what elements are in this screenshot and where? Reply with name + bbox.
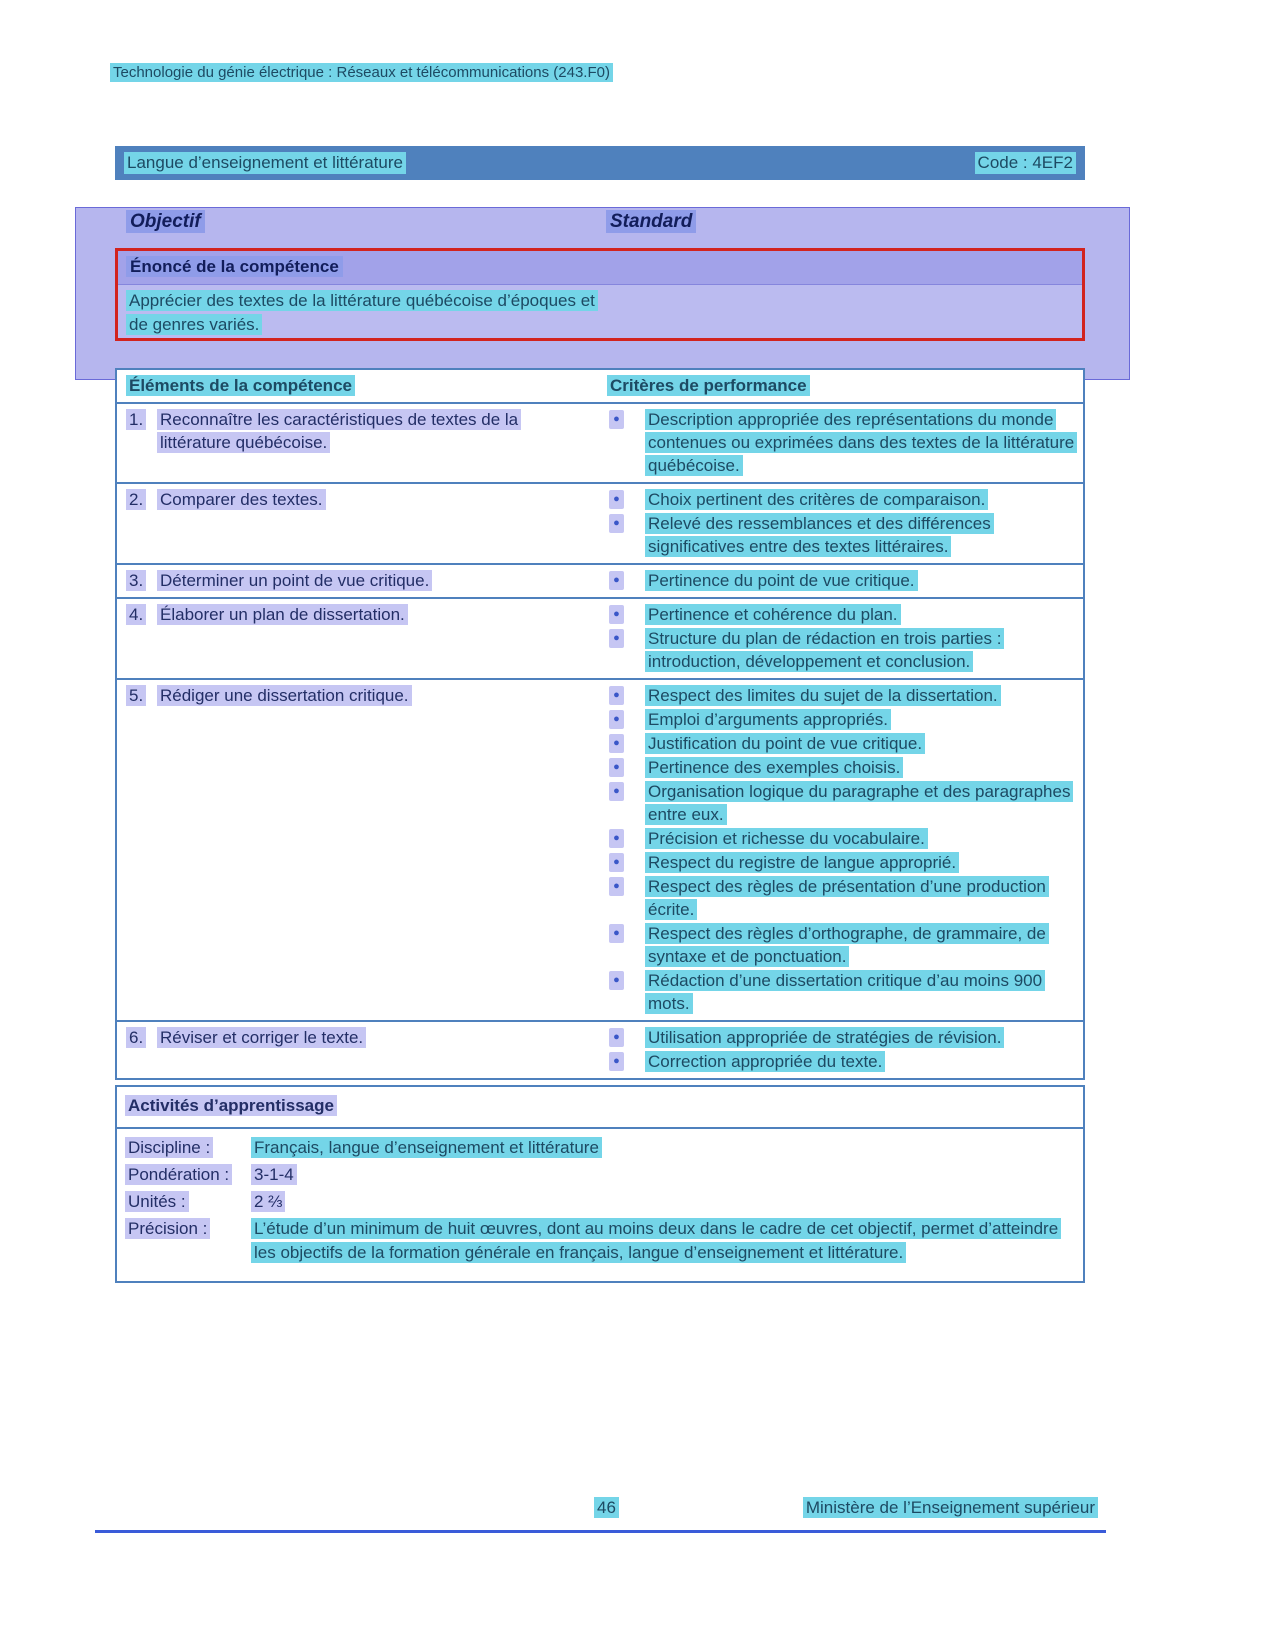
element-cell (117, 680, 595, 1020)
element-text: Déterminer un point de vue critique. (157, 570, 432, 591)
element-text: Réviser et corriger le texte. (157, 1027, 366, 1048)
element-number: 4. (126, 604, 146, 625)
criteria-cell (595, 565, 1083, 597)
standard-heading: Standard (606, 211, 696, 233)
table-row-1 (117, 402, 1083, 482)
criteria-cell (595, 680, 1083, 1020)
bullet-icon: ● (609, 853, 624, 872)
criterion-text: Correction appropriée du texte. (645, 1051, 885, 1072)
precision-value: L’étude d’un minimum de huit œuvres, dont au moins deux dans le cadre de cet objectif, permet d’atteindre les objectifs de la formation générale en français, langue d’enseignement et littérature. (251, 1218, 1061, 1263)
bullet-icon: ● (609, 490, 624, 509)
activites-body (117, 1129, 1083, 1281)
criterion-item (607, 408, 1083, 477)
criterion-item (607, 851, 1083, 874)
criterion-item (607, 1026, 1083, 1049)
criterion-text: Respect des limites du sujet de la dissertation. (645, 685, 1001, 706)
activites-row-ponderation (125, 1163, 1075, 1187)
activites-title: Activités d’apprentissage (125, 1095, 337, 1116)
table-row-5 (117, 678, 1083, 1020)
criterion-text: Respect des règles de présentation d’une production écrite. (645, 876, 1049, 920)
criteria-cell (595, 404, 1083, 482)
ponderation-label: Pondération : (125, 1164, 232, 1185)
banner-title: Langue d’enseignement et littérature (124, 152, 406, 174)
element-cell (117, 599, 595, 678)
element-text: Reconnaître les caractéristiques de textes de la littérature québécoise. (157, 409, 521, 453)
bullet-icon: ● (609, 782, 624, 801)
element-number: 6. (126, 1027, 146, 1048)
criterion-item (607, 603, 1083, 626)
bullet-icon: ● (609, 686, 624, 705)
bullet-icon: ● (609, 571, 624, 590)
program-header-text: Technologie du génie électrique : Réseaux et télécommunications (243.F0) (110, 63, 613, 82)
objectif-standard-panel (75, 207, 1130, 380)
bullet-icon: ● (609, 605, 624, 624)
criterion-item (607, 922, 1083, 968)
criterion-item (607, 875, 1083, 921)
criterion-text: Pertinence des exemples choisis. (645, 757, 903, 778)
ministry-name: Ministère de l’Enseignement supérieur (803, 1498, 1098, 1518)
enonce-competence-header (118, 251, 1082, 285)
element-text: Comparer des textes. (157, 489, 326, 510)
bullet-icon: ● (609, 734, 624, 753)
objectif-heading: Objectif (126, 211, 205, 233)
criterion-item (607, 780, 1083, 826)
criteria-cell (595, 1022, 1083, 1078)
element-text: Élaborer un plan de dissertation. (157, 604, 408, 625)
banner-code: Code : 4EF2 (975, 152, 1076, 174)
enonce-competence-body (118, 285, 1082, 341)
criterion-item (607, 827, 1083, 850)
unites-value: 2 ⅔ (251, 1191, 285, 1212)
criterion-text: Rédaction d’une dissertation critique d’au moins 900 mots. (645, 970, 1045, 1014)
criteria-cell (595, 599, 1083, 678)
precision-label: Précision : (125, 1218, 210, 1239)
criterion-item (607, 488, 1083, 511)
criterion-item (607, 708, 1083, 731)
competence-table-header-row (117, 370, 1083, 402)
activites-row-unites (125, 1190, 1075, 1214)
activites-row-precision (125, 1217, 1075, 1265)
bullet-icon: ● (609, 1052, 624, 1071)
elements-header-cell (117, 370, 595, 402)
element-number: 3. (126, 570, 146, 591)
bullet-icon: ● (609, 410, 624, 429)
table-row-4 (117, 597, 1083, 678)
element-cell (117, 1022, 595, 1078)
program-header-note (110, 64, 613, 81)
activites-row-discipline (125, 1136, 1075, 1160)
element-cell (117, 404, 595, 482)
bullet-icon: ● (609, 829, 624, 848)
criterion-text: Pertinence et cohérence du plan. (645, 604, 901, 625)
criterion-text: Organisation logique du paragraphe et des paragraphes entre eux. (645, 781, 1073, 825)
discipline-value: Français, langue d’enseignement et littérature (251, 1137, 602, 1158)
criterion-text: Description appropriée des représentations du monde contenues ou exprimées dans des textes de la littérature québécoise. (645, 409, 1077, 476)
criterion-item (607, 627, 1083, 673)
footer-rule (95, 1530, 1106, 1533)
criterion-text: Justification du point de vue critique. (645, 733, 925, 754)
criterion-item (607, 756, 1083, 779)
bullet-icon: ● (609, 877, 624, 896)
criterion-item (607, 732, 1083, 755)
section-banner (115, 146, 1085, 180)
element-text: Rédiger une dissertation critique. (157, 685, 412, 706)
ponderation-value: 3-1-4 (251, 1164, 297, 1185)
competence-table (115, 368, 1085, 1080)
element-number: 1. (126, 409, 146, 430)
criterion-text: Respect du registre de langue approprié. (645, 852, 959, 873)
criterion-item (607, 569, 1083, 592)
element-number: 2. (126, 489, 146, 510)
activites-header (117, 1087, 1083, 1129)
element-number: 5. (126, 685, 146, 706)
bullet-icon: ● (609, 971, 624, 990)
table-row-3 (117, 563, 1083, 597)
elements-header: Éléments de la compétence (126, 375, 355, 396)
activites-apprentissage-box (115, 1085, 1085, 1283)
criterion-item (607, 969, 1083, 1015)
discipline-label: Discipline : (125, 1137, 213, 1158)
criterion-text: Choix pertinent des critères de comparaison. (645, 489, 988, 510)
criterion-text: Précision et richesse du vocabulaire. (645, 828, 928, 849)
page-number: 46 (594, 1498, 619, 1518)
bullet-icon: ● (609, 629, 624, 648)
bullet-icon: ● (609, 514, 624, 533)
bullet-icon: ● (609, 710, 624, 729)
enonce-competence-box (115, 248, 1085, 341)
criterion-text: Structure du plan de rédaction en trois parties : introduction, développement et conclusion. (645, 628, 1004, 672)
enonce-competence-text: Apprécier des textes de la littérature québécoise d’époques et de genres variés. (126, 290, 598, 335)
criterion-text: Emploi d’arguments appropriés. (645, 709, 891, 730)
criterion-text: Respect des règles d’orthographe, de grammaire, de syntaxe et de ponctuation. (645, 923, 1049, 967)
criteria-cell (595, 484, 1083, 563)
unites-label: Unités : (125, 1191, 189, 1212)
criterion-text: Utilisation appropriée de stratégies de révision. (645, 1027, 1004, 1048)
bullet-icon: ● (609, 1028, 624, 1047)
criteres-header: Critères de performance (607, 375, 810, 396)
table-row-2 (117, 482, 1083, 563)
element-cell (117, 484, 595, 563)
criterion-item (607, 512, 1083, 558)
criterion-item (607, 684, 1083, 707)
bullet-icon: ● (609, 758, 624, 777)
criteres-header-cell (595, 370, 1083, 402)
criterion-text: Relevé des ressemblances et des différences significatives entre des textes littéraires. (645, 513, 994, 557)
enonce-competence-title: Énoncé de la compétence (126, 256, 343, 277)
bullet-icon: ● (609, 924, 624, 943)
table-row-6 (117, 1020, 1083, 1078)
element-cell (117, 565, 595, 597)
criterion-text: Pertinence du point de vue critique. (645, 570, 918, 591)
criterion-item (607, 1050, 1083, 1073)
